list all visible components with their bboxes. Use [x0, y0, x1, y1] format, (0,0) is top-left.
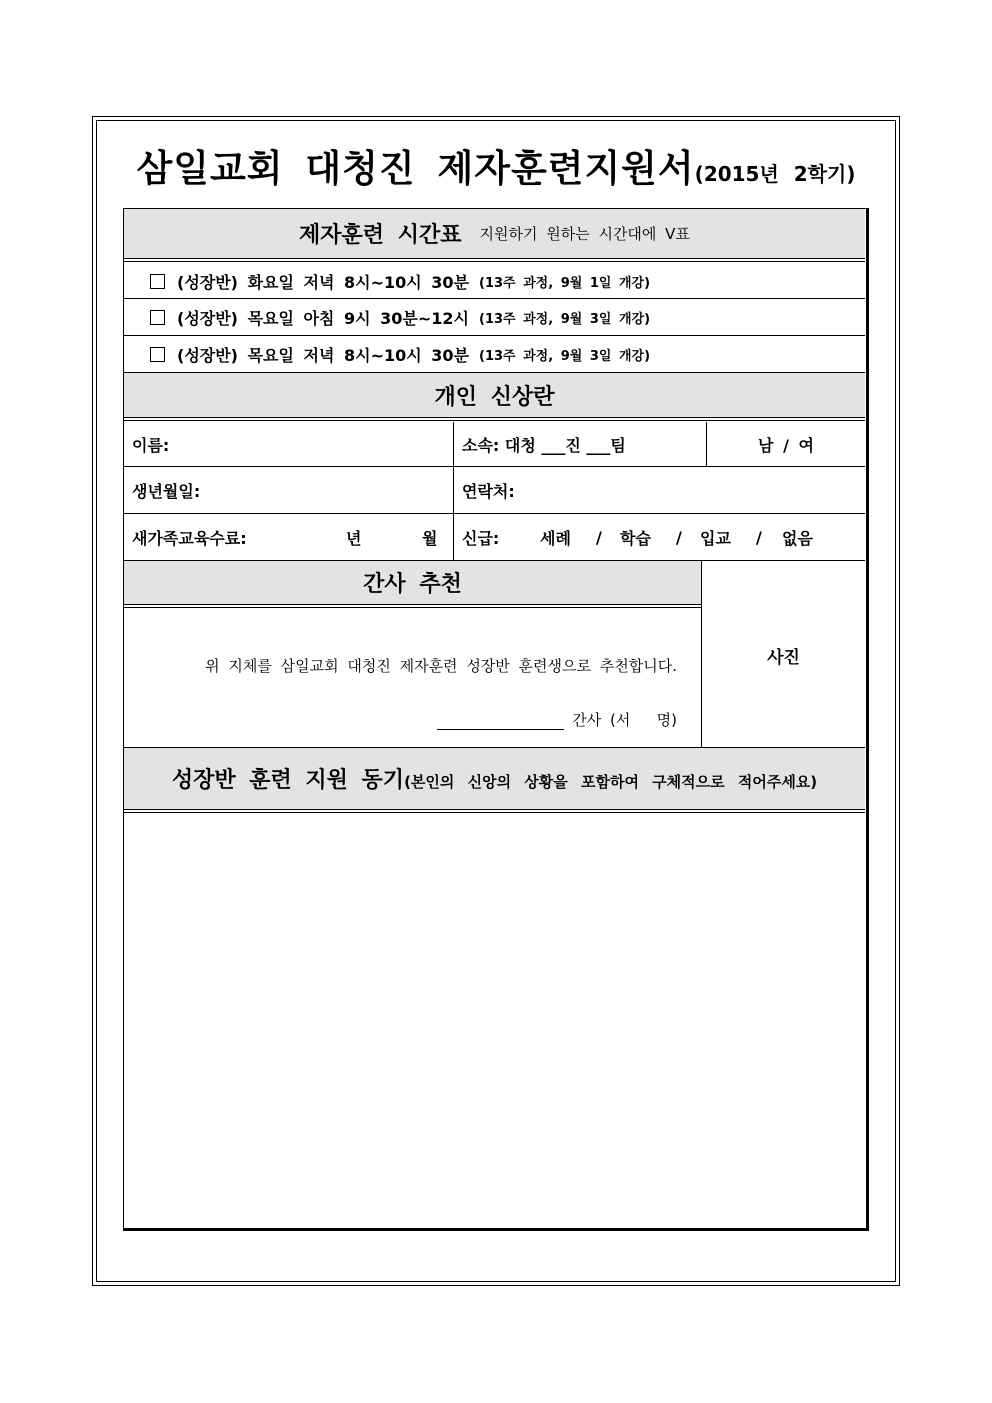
schedule-option-1[interactable] [124, 263, 865, 299]
motivation-header-title: 성장반 훈련 지원 동기 [171, 768, 405, 793]
motivation-header [124, 748, 865, 809]
schedule-header-title: 제자훈련 시간표 [299, 223, 462, 248]
schedule-option-label: (성장반) 목요일 저녁 8시~10시 30분 [177, 345, 469, 365]
affiliation-label: 소속: 대청 ___진 ___팀 [462, 435, 626, 455]
faith-separator: / [596, 527, 602, 547]
motivation-textarea[interactable] [124, 814, 865, 1229]
recommendation-header-title: 간사 추천 [363, 572, 462, 597]
photo-label: 사진 [767, 648, 800, 668]
birthdate-label: 생년월일: [132, 481, 201, 501]
schedule-option-note: (13주 과정, 9월 3일 개강) [479, 311, 651, 327]
schedule-option-label: (성장반) 목요일 아침 9시 30분~12시 [177, 308, 469, 328]
birthdate-field[interactable] [124, 467, 453, 513]
gender-field[interactable] [707, 422, 865, 466]
signature-line[interactable] [437, 709, 677, 730]
schedule-header-note: 지원하기 원하는 시간대에 V표 [479, 225, 690, 243]
personal-header-title: 개인 신상란 [434, 384, 555, 410]
checkbox-icon[interactable] [150, 347, 165, 362]
faith-option-catechumen[interactable]: 학습 [620, 528, 651, 548]
schedule-option-2[interactable] [124, 299, 865, 335]
photo-box[interactable] [702, 561, 865, 747]
title-suffix: (2015년 2학기) [694, 162, 856, 186]
contact-label: 연락처: [462, 481, 515, 501]
schedule-option-3[interactable] [124, 336, 865, 372]
schedule-header [124, 209, 865, 258]
gender-label: 남 / 여 [758, 435, 814, 455]
faith-separator: / [676, 527, 682, 547]
personal-header [124, 373, 865, 417]
recommendation-text: 위 지체를 삼일교회 대청진 제자훈련 성장반 훈련생으로 추천합니다. [205, 657, 677, 675]
checkbox-icon[interactable] [150, 274, 165, 289]
schedule-option-label: (성장반) 화요일 저녁 8시~10시 30분 [177, 272, 469, 292]
name-field[interactable] [124, 422, 453, 466]
recommendation-header [124, 561, 701, 604]
double-divider [124, 604, 701, 608]
title-main: 삼일교회 대청진 제자훈련지원서 [136, 147, 695, 190]
contact-field[interactable] [454, 467, 865, 513]
newfamily-year-unit: 년 [346, 528, 362, 548]
faith-label: 신급: [462, 528, 500, 548]
signature-blank[interactable] [437, 715, 564, 730]
newfamily-label: 새가족교육수료: [132, 528, 247, 548]
schedule-option-note: (13주 과정, 9월 1일 개강) [479, 275, 651, 291]
schedule-option-note: (13주 과정, 9월 3일 개강) [479, 348, 651, 364]
name-label: 이름: [132, 435, 170, 455]
document-title [92, 138, 900, 192]
double-divider [124, 417, 865, 421]
affiliation-field[interactable] [454, 422, 706, 466]
motivation-header-note: (본인의 신앙의 상황을 포함하여 구체적으로 적어주세요) [404, 773, 818, 791]
application-form-table [123, 208, 869, 1231]
recommendation-body [124, 609, 701, 747]
faith-option-baptism[interactable]: 세례 [540, 528, 571, 548]
checkbox-icon[interactable] [150, 310, 165, 325]
faith-separator: / [756, 527, 762, 547]
signature-suffix: 간사 (서 명) [572, 711, 677, 729]
newfamily-month-unit: 월 [422, 528, 438, 548]
double-divider [124, 809, 865, 813]
newfamily-education-field[interactable] [124, 514, 453, 560]
faith-level-field[interactable] [454, 514, 865, 560]
double-divider [124, 258, 865, 262]
faith-option-none[interactable]: 없음 [782, 528, 813, 548]
faith-option-confirmation[interactable]: 입교 [700, 528, 731, 548]
